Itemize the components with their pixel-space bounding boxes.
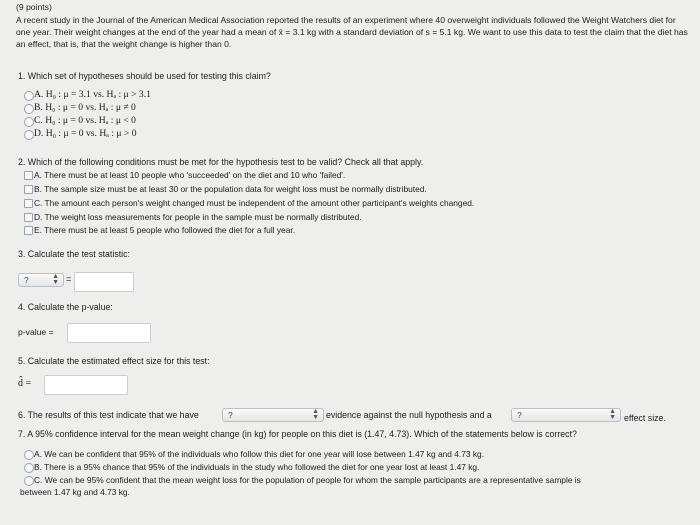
- q1-option-d: D. H₀ : μ = 0 vs. Hₐ : μ > 0: [34, 128, 137, 139]
- q2-checkbox-a[interactable]: [24, 171, 33, 180]
- q5-label: d̂ =: [18, 378, 32, 389]
- q1-prompt: 1. Which set of hypotheses should be used for testing this claim?: [18, 71, 271, 81]
- q1-radio-a[interactable]: [24, 91, 34, 101]
- q3-select-value: ?: [24, 275, 29, 285]
- problem-intro: A recent study in the Journal of the American Medical Association reported the results of an experiment where 40 overweight individuals followed the Weight Watchers diet for one year. Their weight changes at the end of the year had a mean of x̄ = 3.1 kg with a standard deviation of s = 5.1 kg. We want to use this data to test the claim that the diet has an effect, that is, that the weight change is higher than 0.: [16, 15, 688, 49]
- q2-option-e: E. There must be at least 5 people who followed the diet for a full year.: [34, 225, 296, 235]
- q6-select1-value: ?: [228, 410, 233, 420]
- q7-option-c: C. We can be 95% confident that the mean weight loss for the population of people for whom the sample participants are a representative sample is: [34, 475, 581, 485]
- q1-option-c: C. H₀ : μ = 0 vs. Hₐ : μ < 0: [34, 115, 136, 126]
- q2-prompt: 2. Which of the following conditions must be met for the hypothesis test to be valid? Check all that apply.: [18, 157, 424, 167]
- q7-radio-b[interactable]: [24, 463, 34, 473]
- q4-prompt: 4. Calculate the p-value:: [18, 302, 113, 312]
- q6-text-2: evidence against the null hypothesis and a: [326, 410, 492, 420]
- q7-prompt: 7. A 95% confidence interval for the mean weight change (in kg) for people on this diet is (1.47, 4.73). Which of the statements below is correct?: [18, 429, 577, 439]
- q7-radio-a[interactable]: [24, 450, 34, 460]
- q3-equals: =: [66, 274, 72, 284]
- effect-size-input[interactable]: [44, 375, 128, 395]
- q2-option-d: D. The weight loss measurements for people in the sample must be normally distributed.: [34, 212, 362, 222]
- q1-radio-b[interactable]: [24, 104, 34, 114]
- select-arrows-icon: ▲ ▼: [312, 408, 319, 421]
- q6-effect-size-select[interactable]: [511, 408, 621, 422]
- q1-radio-d[interactable]: [24, 130, 34, 140]
- q2-checkbox-c[interactable]: [24, 199, 33, 208]
- q2-checkbox-e[interactable]: [24, 226, 33, 235]
- q7-radio-c[interactable]: [24, 476, 34, 486]
- q3-statistic-select[interactable]: [18, 273, 64, 287]
- q7-option-c-continued: between 1.47 kg and 4.73 kg.: [20, 487, 130, 497]
- q6-select2-value: ?: [517, 410, 522, 420]
- points-label: (9 points): [16, 2, 52, 12]
- q2-checkbox-d[interactable]: [24, 213, 33, 222]
- q6-evidence-select[interactable]: [222, 408, 324, 422]
- q3-statistic-input[interactable]: [74, 272, 134, 292]
- q6-text-3: effect size.: [624, 413, 666, 423]
- q7-option-a: A. We can be confident that 95% of the individuals who follow this diet for one year will lose between 1.47 kg and 4.73 kg.: [34, 449, 485, 459]
- q5-prompt: 5. Calculate the estimated effect size for this test:: [18, 356, 210, 366]
- q1-option-b: B. H₀ : μ = 0 vs. Hₐ : μ ≠ 0: [34, 102, 136, 113]
- q1-option-a: A. H₀ : μ = 3.1 vs. Hₐ : μ > 3.1: [34, 89, 151, 100]
- p-value-input[interactable]: [67, 323, 151, 343]
- q6-text-1: 6. The results of this test indicate that we have: [18, 410, 199, 420]
- q2-option-a: A. There must be at least 10 people who 'succeeded' on the diet and 10 who 'failed'.: [34, 170, 346, 180]
- q3-prompt: 3. Calculate the test statistic:: [18, 249, 130, 259]
- q2-option-b: B. The sample size must be at least 30 or the population data for weight loss must be normally distributed.: [34, 184, 427, 194]
- select-arrows-icon: ▲ ▼: [609, 408, 616, 421]
- q7-option-b: B. There is a 95% chance that 95% of the individuals in the study who followed the diet for one year lost at least 1.47 kg.: [34, 462, 480, 472]
- q2-option-c: C. The amount each person's weight changed must be independent of the amount other participant's weights changed.: [34, 198, 475, 208]
- q4-label: p-value =: [18, 327, 54, 337]
- select-arrows-icon: ▲ ▼: [52, 273, 59, 286]
- q2-checkbox-b[interactable]: [24, 185, 33, 194]
- q1-radio-c[interactable]: [24, 117, 34, 127]
